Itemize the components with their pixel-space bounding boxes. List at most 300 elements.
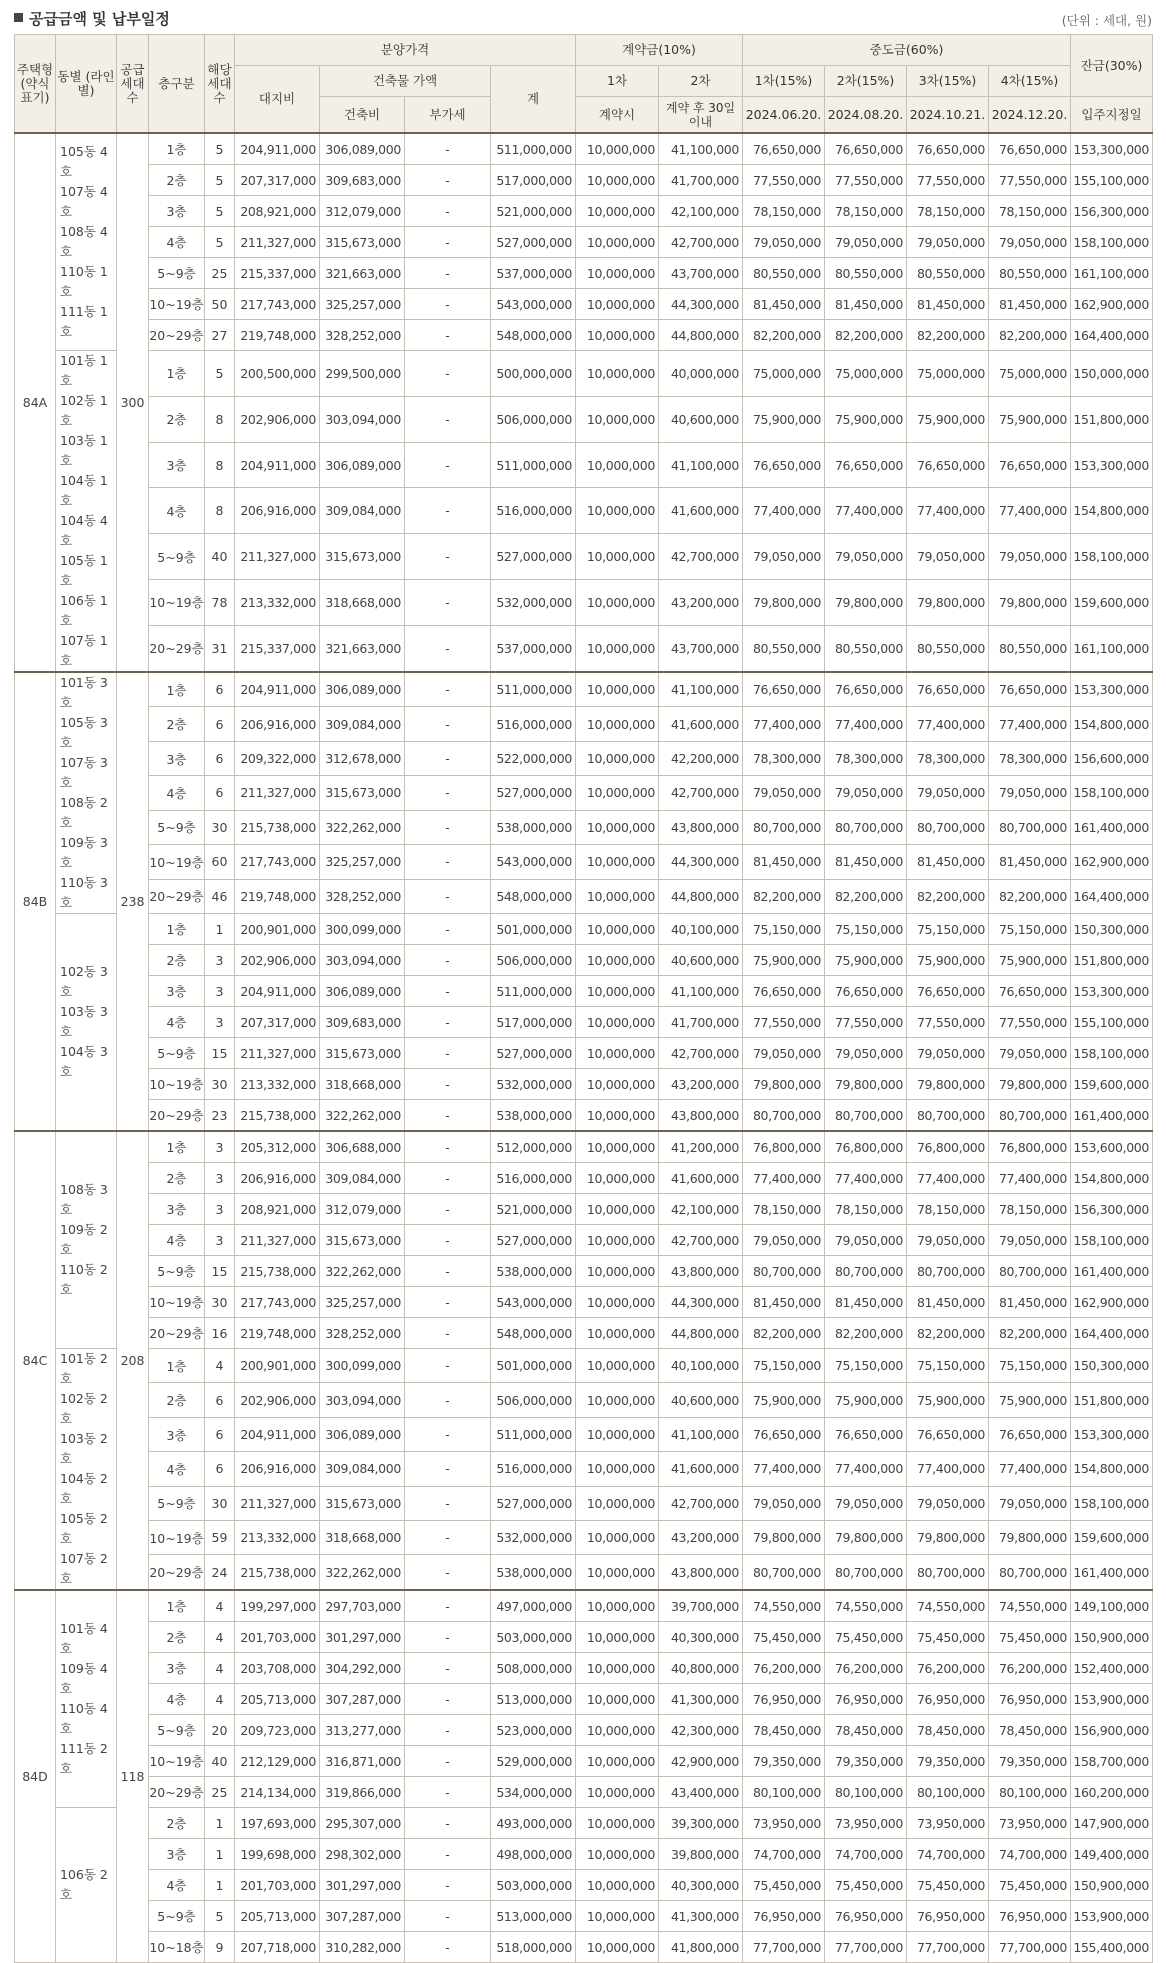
header-house-type: 주택형 (약식 표기) (15, 35, 56, 134)
table-row (15, 289, 1153, 320)
vat-cell: - (405, 351, 491, 397)
header-middle-3: 3차(15%) (907, 66, 989, 97)
households-cell: 8 (205, 396, 235, 442)
vat-cell: - (405, 914, 491, 945)
middle-3-cell: 76,650,000 (907, 442, 989, 488)
deposit-2-cell: 40,600,000 (659, 1383, 743, 1417)
table-row (15, 1100, 1153, 1132)
middle-4-cell: 80,700,000 (989, 1256, 1071, 1287)
deposit-2-cell: 43,800,000 (659, 1100, 743, 1132)
table-row (15, 1839, 1153, 1870)
table-row (15, 1069, 1153, 1100)
middle-2-cell: 76,650,000 (825, 976, 907, 1007)
households-cell: 6 (205, 1417, 235, 1451)
building-cost-cell: 322,262,000 (320, 1100, 405, 1132)
households-cell: 6 (205, 672, 235, 707)
building-cost-cell: 299,500,000 (320, 351, 405, 397)
middle-1-cell: 79,350,000 (743, 1746, 825, 1777)
vat-cell: - (405, 1163, 491, 1194)
building-cost-cell: 322,262,000 (320, 810, 405, 844)
middle-4-cell: 82,200,000 (989, 1318, 1071, 1349)
deposit-1-cell: 10,000,000 (576, 625, 659, 672)
supply-cell: 208 (117, 1131, 149, 1590)
land-cell: 217,743,000 (235, 845, 320, 879)
floor-cell: 10~19층 (149, 289, 205, 320)
middle-1-cell: 76,650,000 (743, 442, 825, 488)
land-cell: 201,703,000 (235, 1622, 320, 1653)
floor-cell: 4층 (149, 1225, 205, 1256)
vat-cell: - (405, 1622, 491, 1653)
land-cell: 211,327,000 (235, 1486, 320, 1520)
land-cell: 206,916,000 (235, 488, 320, 534)
deposit-1-cell: 10,000,000 (576, 1194, 659, 1225)
land-cell: 199,297,000 (235, 1590, 320, 1622)
deposit-1-cell: 10,000,000 (576, 488, 659, 534)
households-cell: 25 (205, 1777, 235, 1808)
middle-1-cell: 79,050,000 (743, 534, 825, 580)
middle-1-cell: 81,450,000 (743, 845, 825, 879)
middle-3-cell: 81,450,000 (907, 289, 989, 320)
households-cell: 24 (205, 1555, 235, 1590)
middle-4-cell: 78,150,000 (989, 1194, 1071, 1225)
middle-2-cell: 75,450,000 (825, 1870, 907, 1901)
building-cost-cell: 322,262,000 (320, 1555, 405, 1590)
header-deposit-2-when: 계약 후 30일 이내 (659, 97, 743, 134)
middle-3-cell: 75,150,000 (907, 914, 989, 945)
deposit-2-cell: 42,700,000 (659, 1486, 743, 1520)
table-row (15, 396, 1153, 442)
deposit-1-cell: 10,000,000 (576, 1349, 659, 1383)
balance-cell: 150,000,000 (1071, 351, 1153, 397)
deposit-1-cell: 10,000,000 (576, 707, 659, 741)
building-cost-cell: 295,307,000 (320, 1808, 405, 1839)
building-cost-cell: 325,257,000 (320, 845, 405, 879)
total-cell: 506,000,000 (491, 1383, 576, 1417)
land-cell: 206,916,000 (235, 707, 320, 741)
households-cell: 50 (205, 289, 235, 320)
middle-3-cell: 75,900,000 (907, 945, 989, 976)
building-cost-cell: 318,668,000 (320, 1521, 405, 1555)
middle-1-cell: 76,200,000 (743, 1653, 825, 1684)
building-cost-cell: 307,287,000 (320, 1684, 405, 1715)
land-cell: 208,921,000 (235, 196, 320, 227)
deposit-2-cell: 44,800,000 (659, 320, 743, 351)
households-cell: 5 (205, 196, 235, 227)
price-schedule-table (14, 34, 1153, 1963)
table-row (15, 845, 1153, 879)
vat-cell: - (405, 289, 491, 320)
floor-cell: 4층 (149, 227, 205, 258)
households-cell: 30 (205, 1069, 235, 1100)
total-cell: 534,000,000 (491, 1777, 576, 1808)
deposit-1-cell: 10,000,000 (576, 1225, 659, 1256)
vat-cell: - (405, 879, 491, 914)
households-cell: 3 (205, 1007, 235, 1038)
vat-cell: - (405, 810, 491, 844)
deposit-1-cell: 10,000,000 (576, 1746, 659, 1777)
table-row (15, 1870, 1153, 1901)
middle-3-cell: 79,050,000 (907, 1225, 989, 1256)
floor-cell: 2층 (149, 945, 205, 976)
dong-cell: 105동 4호 107동 4호 108동 4호 110동 1호 111동 1호 (56, 133, 117, 351)
middle-1-cell: 73,950,000 (743, 1808, 825, 1839)
middle-2-cell: 73,950,000 (825, 1808, 907, 1839)
building-cost-cell: 312,079,000 (320, 1194, 405, 1225)
total-cell: 501,000,000 (491, 1349, 576, 1383)
deposit-1-cell: 10,000,000 (576, 976, 659, 1007)
middle-2-cell: 75,900,000 (825, 396, 907, 442)
middle-4-cell: 76,650,000 (989, 976, 1071, 1007)
middle-1-cell: 79,800,000 (743, 1521, 825, 1555)
middle-2-cell: 81,450,000 (825, 845, 907, 879)
land-cell: 207,317,000 (235, 165, 320, 196)
building-cost-cell: 306,688,000 (320, 1131, 405, 1163)
middle-1-cell: 76,650,000 (743, 1417, 825, 1451)
middle-3-cell: 78,450,000 (907, 1715, 989, 1746)
middle-4-cell: 73,950,000 (989, 1808, 1071, 1839)
balance-cell: 153,300,000 (1071, 976, 1153, 1007)
balance-cell: 161,400,000 (1071, 1100, 1153, 1132)
households-cell: 4 (205, 1653, 235, 1684)
middle-2-cell: 79,350,000 (825, 1746, 907, 1777)
land-cell: 213,332,000 (235, 1069, 320, 1100)
middle-2-cell: 75,450,000 (825, 1622, 907, 1653)
vat-cell: - (405, 1194, 491, 1225)
middle-3-cell: 80,550,000 (907, 625, 989, 672)
deposit-1-cell: 10,000,000 (576, 1100, 659, 1132)
table-row (15, 776, 1153, 810)
middle-2-cell: 82,200,000 (825, 320, 907, 351)
land-cell: 200,901,000 (235, 914, 320, 945)
middle-4-cell: 76,200,000 (989, 1653, 1071, 1684)
deposit-2-cell: 42,700,000 (659, 776, 743, 810)
households-cell: 15 (205, 1038, 235, 1069)
deposit-2-cell: 41,700,000 (659, 1007, 743, 1038)
households-cell: 5 (205, 227, 235, 258)
total-cell: 527,000,000 (491, 1225, 576, 1256)
middle-1-cell: 81,450,000 (743, 1287, 825, 1318)
deposit-1-cell: 10,000,000 (576, 1069, 659, 1100)
floor-cell: 3층 (149, 1194, 205, 1225)
middle-2-cell: 82,200,000 (825, 1318, 907, 1349)
balance-cell: 161,400,000 (1071, 1555, 1153, 1590)
table-row (15, 580, 1153, 626)
deposit-1-cell: 10,000,000 (576, 945, 659, 976)
floor-cell: 3층 (149, 1417, 205, 1451)
balance-cell: 156,300,000 (1071, 196, 1153, 227)
total-cell: 516,000,000 (491, 707, 576, 741)
middle-2-cell: 79,800,000 (825, 580, 907, 626)
deposit-2-cell: 41,300,000 (659, 1684, 743, 1715)
balance-cell: 164,400,000 (1071, 320, 1153, 351)
floor-cell: 10~19층 (149, 1746, 205, 1777)
middle-3-cell: 74,700,000 (907, 1839, 989, 1870)
land-cell: 217,743,000 (235, 1287, 320, 1318)
total-cell: 512,000,000 (491, 1131, 576, 1163)
deposit-2-cell: 39,300,000 (659, 1808, 743, 1839)
land-cell: 204,911,000 (235, 672, 320, 707)
building-cost-cell: 298,302,000 (320, 1839, 405, 1870)
floor-cell: 3층 (149, 1839, 205, 1870)
middle-4-cell: 74,700,000 (989, 1839, 1071, 1870)
middle-3-cell: 76,200,000 (907, 1653, 989, 1684)
households-cell: 4 (205, 1349, 235, 1383)
building-cost-cell: 318,668,000 (320, 580, 405, 626)
middle-2-cell: 78,450,000 (825, 1715, 907, 1746)
households-cell: 5 (205, 133, 235, 165)
middle-2-cell: 76,650,000 (825, 1417, 907, 1451)
middle-3-cell: 79,050,000 (907, 227, 989, 258)
middle-1-cell: 82,200,000 (743, 1318, 825, 1349)
total-cell: 521,000,000 (491, 1194, 576, 1225)
households-cell: 1 (205, 1808, 235, 1839)
middle-2-cell: 81,450,000 (825, 289, 907, 320)
total-cell: 506,000,000 (491, 396, 576, 442)
vat-cell: - (405, 165, 491, 196)
vat-cell: - (405, 1746, 491, 1777)
balance-cell: 152,400,000 (1071, 1653, 1153, 1684)
middle-2-cell: 75,900,000 (825, 945, 907, 976)
table-row (15, 133, 1153, 165)
land-cell: 204,911,000 (235, 442, 320, 488)
households-cell: 16 (205, 1318, 235, 1349)
land-cell: 200,901,000 (235, 1349, 320, 1383)
middle-1-cell: 76,800,000 (743, 1131, 825, 1163)
balance-cell: 147,900,000 (1071, 1808, 1153, 1839)
middle-3-cell: 80,700,000 (907, 810, 989, 844)
header-middle-1: 1차(15%) (743, 66, 825, 97)
middle-3-cell: 82,200,000 (907, 879, 989, 914)
land-cell: 204,911,000 (235, 1417, 320, 1451)
house-type-cell: 84B (15, 672, 56, 1131)
building-cost-cell: 321,663,000 (320, 258, 405, 289)
header-balance: 잔금(30%) (1071, 35, 1153, 97)
middle-1-cell: 79,050,000 (743, 227, 825, 258)
floor-cell: 2층 (149, 1383, 205, 1417)
header-households: 해당 세대수 (205, 35, 235, 134)
building-cost-cell: 306,089,000 (320, 442, 405, 488)
total-cell: 527,000,000 (491, 534, 576, 580)
middle-3-cell: 79,800,000 (907, 1069, 989, 1100)
vat-cell: - (405, 1069, 491, 1100)
building-cost-cell: 304,292,000 (320, 1653, 405, 1684)
floor-cell: 1층 (149, 672, 205, 707)
middle-3-cell: 76,800,000 (907, 1131, 989, 1163)
middle-3-cell: 77,400,000 (907, 707, 989, 741)
deposit-1-cell: 10,000,000 (576, 1808, 659, 1839)
middle-2-cell: 80,700,000 (825, 810, 907, 844)
table-row (15, 320, 1153, 351)
middle-1-cell: 78,150,000 (743, 196, 825, 227)
deposit-2-cell: 43,800,000 (659, 1256, 743, 1287)
floor-cell: 2층 (149, 165, 205, 196)
land-cell: 212,129,000 (235, 1746, 320, 1777)
balance-cell: 154,800,000 (1071, 1163, 1153, 1194)
vat-cell: - (405, 1452, 491, 1486)
land-cell: 201,703,000 (235, 1870, 320, 1901)
deposit-1-cell: 10,000,000 (576, 879, 659, 914)
total-cell: 537,000,000 (491, 258, 576, 289)
deposit-1-cell: 10,000,000 (576, 289, 659, 320)
floor-cell: 20~29층 (149, 1100, 205, 1132)
balance-cell: 153,600,000 (1071, 1131, 1153, 1163)
total-cell: 538,000,000 (491, 1555, 576, 1590)
floor-cell: 10~18층 (149, 1932, 205, 1963)
vat-cell: - (405, 672, 491, 707)
supply-cell: 118 (117, 1590, 149, 1963)
floor-cell: 10~19층 (149, 1521, 205, 1555)
deposit-1-cell: 10,000,000 (576, 672, 659, 707)
table-row (15, 945, 1153, 976)
floor-cell: 3층 (149, 976, 205, 1007)
deposit-1-cell: 10,000,000 (576, 1653, 659, 1684)
middle-4-cell: 82,200,000 (989, 320, 1071, 351)
header-dong: 동별 (라인별) (56, 35, 117, 134)
households-cell: 6 (205, 1383, 235, 1417)
middle-1-cell: 79,050,000 (743, 1225, 825, 1256)
middle-4-cell: 76,950,000 (989, 1901, 1071, 1932)
vat-cell: - (405, 1486, 491, 1520)
deposit-1-cell: 10,000,000 (576, 1318, 659, 1349)
land-cell: 202,906,000 (235, 1383, 320, 1417)
floor-cell: 2층 (149, 1622, 205, 1653)
middle-3-cell: 78,150,000 (907, 196, 989, 227)
middle-3-cell: 82,200,000 (907, 320, 989, 351)
deposit-1-cell: 10,000,000 (576, 810, 659, 844)
middle-1-cell: 74,550,000 (743, 1590, 825, 1622)
middle-1-cell: 80,700,000 (743, 1256, 825, 1287)
total-cell: 529,000,000 (491, 1746, 576, 1777)
middle-4-cell: 75,150,000 (989, 914, 1071, 945)
deposit-2-cell: 42,300,000 (659, 1715, 743, 1746)
middle-4-cell: 76,800,000 (989, 1131, 1071, 1163)
deposit-1-cell: 10,000,000 (576, 1932, 659, 1963)
deposit-2-cell: 40,600,000 (659, 396, 743, 442)
households-cell: 30 (205, 1287, 235, 1318)
middle-4-cell: 80,550,000 (989, 258, 1071, 289)
households-cell: 6 (205, 707, 235, 741)
middle-2-cell: 79,050,000 (825, 1225, 907, 1256)
middle-2-cell: 76,650,000 (825, 672, 907, 707)
house-type-cell: 84A (15, 133, 56, 672)
total-cell: 527,000,000 (491, 1038, 576, 1069)
table-row (15, 1452, 1153, 1486)
table-row (15, 165, 1153, 196)
deposit-1-cell: 10,000,000 (576, 1163, 659, 1194)
vat-cell: - (405, 442, 491, 488)
households-cell: 46 (205, 879, 235, 914)
supply-cell: 238 (117, 672, 149, 1131)
balance-cell: 161,400,000 (1071, 810, 1153, 844)
total-cell: 543,000,000 (491, 1287, 576, 1318)
land-cell: 203,708,000 (235, 1653, 320, 1684)
vat-cell: - (405, 580, 491, 626)
households-cell: 3 (205, 1194, 235, 1225)
balance-cell: 151,800,000 (1071, 1383, 1153, 1417)
total-cell: 521,000,000 (491, 196, 576, 227)
middle-4-cell: 79,050,000 (989, 776, 1071, 810)
deposit-1-cell: 10,000,000 (576, 914, 659, 945)
middle-4-cell: 80,100,000 (989, 1777, 1071, 1808)
building-cost-cell: 303,094,000 (320, 396, 405, 442)
middle-2-cell: 74,550,000 (825, 1590, 907, 1622)
households-cell: 30 (205, 1486, 235, 1520)
middle-1-cell: 78,450,000 (743, 1715, 825, 1746)
table-row (15, 1038, 1153, 1069)
households-cell: 6 (205, 1452, 235, 1486)
deposit-2-cell: 42,200,000 (659, 741, 743, 775)
middle-2-cell: 77,400,000 (825, 1452, 907, 1486)
square-bullet-icon (14, 13, 23, 22)
total-cell: 522,000,000 (491, 741, 576, 775)
households-cell: 3 (205, 976, 235, 1007)
middle-2-cell: 75,000,000 (825, 351, 907, 397)
total-cell: 543,000,000 (491, 845, 576, 879)
land-cell: 207,317,000 (235, 1007, 320, 1038)
middle-3-cell: 79,050,000 (907, 776, 989, 810)
middle-2-cell: 79,050,000 (825, 534, 907, 580)
middle-2-cell: 76,200,000 (825, 1653, 907, 1684)
total-cell: 548,000,000 (491, 320, 576, 351)
deposit-1-cell: 10,000,000 (576, 1555, 659, 1590)
middle-3-cell: 74,550,000 (907, 1590, 989, 1622)
floor-cell: 5~9층 (149, 534, 205, 580)
table-row (15, 1131, 1153, 1163)
total-cell: 516,000,000 (491, 488, 576, 534)
dong-cell: 101동 1호 102동 1호 103동 1호 104동 1호 104동 4호 105동 1호 106동 1호 107동 1호 (56, 351, 117, 673)
deposit-2-cell: 40,300,000 (659, 1622, 743, 1653)
house-type-cell: 84C (15, 1131, 56, 1590)
table-row (15, 1163, 1153, 1194)
middle-1-cell: 75,900,000 (743, 945, 825, 976)
middle-3-cell: 79,050,000 (907, 1038, 989, 1069)
floor-cell: 2층 (149, 396, 205, 442)
vat-cell: - (405, 133, 491, 165)
households-cell: 3 (205, 1225, 235, 1256)
vat-cell: - (405, 1038, 491, 1069)
middle-4-cell: 76,650,000 (989, 1417, 1071, 1451)
deposit-2-cell: 44,800,000 (659, 1318, 743, 1349)
middle-3-cell: 75,450,000 (907, 1622, 989, 1653)
deposit-1-cell: 10,000,000 (576, 1256, 659, 1287)
land-cell: 215,337,000 (235, 258, 320, 289)
vat-cell: - (405, 227, 491, 258)
total-cell: 511,000,000 (491, 976, 576, 1007)
middle-2-cell: 81,450,000 (825, 1287, 907, 1318)
header-middle-4-date: 2024.12.20. (989, 97, 1071, 134)
households-cell: 4 (205, 1622, 235, 1653)
dong-cell: 102동 3호 103동 3호 104동 3호 (56, 914, 117, 1132)
land-cell: 199,698,000 (235, 1839, 320, 1870)
building-cost-cell: 303,094,000 (320, 1383, 405, 1417)
balance-cell: 153,900,000 (1071, 1684, 1153, 1715)
header-middle-2-date: 2024.08.20. (825, 97, 907, 134)
households-cell: 3 (205, 1163, 235, 1194)
floor-cell: 20~29층 (149, 625, 205, 672)
middle-4-cell: 75,000,000 (989, 351, 1071, 397)
header-balance-when: 입주지정일 (1071, 97, 1153, 134)
middle-2-cell: 74,700,000 (825, 1839, 907, 1870)
building-cost-cell: 309,683,000 (320, 1007, 405, 1038)
balance-cell: 158,100,000 (1071, 776, 1153, 810)
table-row (15, 1590, 1153, 1622)
land-cell: 205,312,000 (235, 1131, 320, 1163)
deposit-1-cell: 10,000,000 (576, 1715, 659, 1746)
deposit-1-cell: 10,000,000 (576, 196, 659, 227)
building-cost-cell: 301,297,000 (320, 1622, 405, 1653)
middle-1-cell: 75,150,000 (743, 914, 825, 945)
floor-cell: 2층 (149, 707, 205, 741)
